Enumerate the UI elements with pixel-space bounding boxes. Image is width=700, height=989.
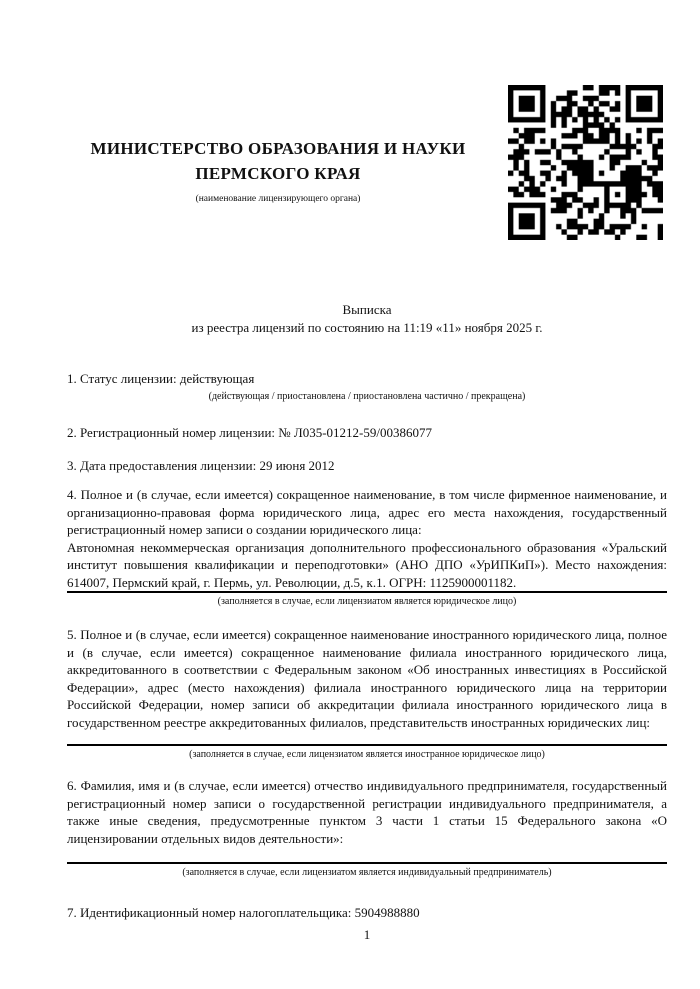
item-5-caption: (заполняется в случае, если лицензиатом является иностранное юридическое лицо)	[189, 749, 545, 760]
item-3-text: 3. Дата предоставления лицензии: 29 июня 2012	[67, 458, 335, 473]
item-7-text: 7. Идентификационный номер налогоплательщика: 5904988880	[67, 905, 420, 920]
item-4-caption: (заполняется в случае, если лицензиатом является юридическое лицо)	[217, 596, 517, 607]
item-3-grant-date	[67, 457, 667, 475]
item-2-registration-number	[67, 424, 667, 442]
item-1-caption: (действующая / приостановлена / приостановлена частично / прекращена)	[208, 390, 526, 402]
item-6-caption: (заполняется в случае, если лицензиатом является индивидуальный предприниматель)	[182, 867, 552, 878]
item-1-text: 1. Статус лицензии: действующая	[67, 371, 255, 386]
page-number: 1	[363, 927, 371, 942]
ministry-name-line1: МИНИСТЕРСТВО ОБРАЗОВАНИЯ И НАУКИ	[90, 139, 466, 158]
item-5-foreign-entity	[67, 626, 667, 761]
ministry-name-line2: ПЕРМСКОГО КРАЯ	[195, 164, 361, 183]
item-1-license-status	[67, 370, 667, 403]
document-title	[67, 301, 667, 337]
item-5-question: 5. Полное и (в случае, если имеется) сокращенное наименование иностранного юридического лица, полное и (в случае, если имеется) сокращенное наименование филиала иностранного юридического лица, аккредитованного в соответствии с Федеральным законом «Об иностранных инвестициях в Российской Федерации», адрес (место нахождения) филиала иностранного юридического лица на территории Российской Федерации, номер записи об аккредитации филиала иностранного юридического лица в государственном реестре аккредитованных филиалов, представительств иностранных юридических лиц:	[67, 627, 667, 730]
item-5-blank-field	[67, 731, 667, 746]
item-4-legal-entity	[67, 486, 667, 608]
licensing-authority-block	[64, 136, 492, 205]
licensing-authority-caption: (наименование лицензирующего органа)	[195, 194, 361, 204]
item-6-individual-entrepreneur	[67, 777, 667, 879]
item-7-taxpayer-id	[67, 904, 667, 922]
item-6-question: 6. Фамилия, имя и (в случае, если имеется) отчество индивидуального предпринимателя, государственный регистрационный номер записи о государственной регистрации индивидуального предпринимателя, а также иные сведения, предусмотренные пунктом 3 части 1 статьи 15 Федерального закона «О лицензировании отдельных видов деятельности»:	[67, 778, 667, 846]
document-title-line2: из реестра лицензий по состоянию на 11:19 «11» ноября 2025 г.	[191, 320, 543, 335]
item-2-text: 2. Регистрационный номер лицензии: № Л035-01212-59/00386077	[67, 425, 433, 440]
document-title-line1: Выписка	[342, 302, 392, 317]
item-4-question: 4. Полное и (в случае, если имеется) сокращенное наименование, в том числе фирменное наименование, и организационно-правовая форма юридического лица, адрес его места нахождения, государственный регистрационный номер записи о создании юридического лица:	[67, 487, 667, 537]
item-6-blank-field	[67, 847, 667, 864]
item-4-answer: Автономная некоммерческая организация дополнительного профессионального образования «Уральский институт повышения квалификации и переподготовки» (АНО ДПО «УрИПКиП»). Место нахождения: 614007, Пермский край, г. Пермь, ул. Революции, д.5, к.1. ОГРН: 1125900001182.	[67, 539, 667, 594]
qr-code-icon	[508, 85, 663, 240]
